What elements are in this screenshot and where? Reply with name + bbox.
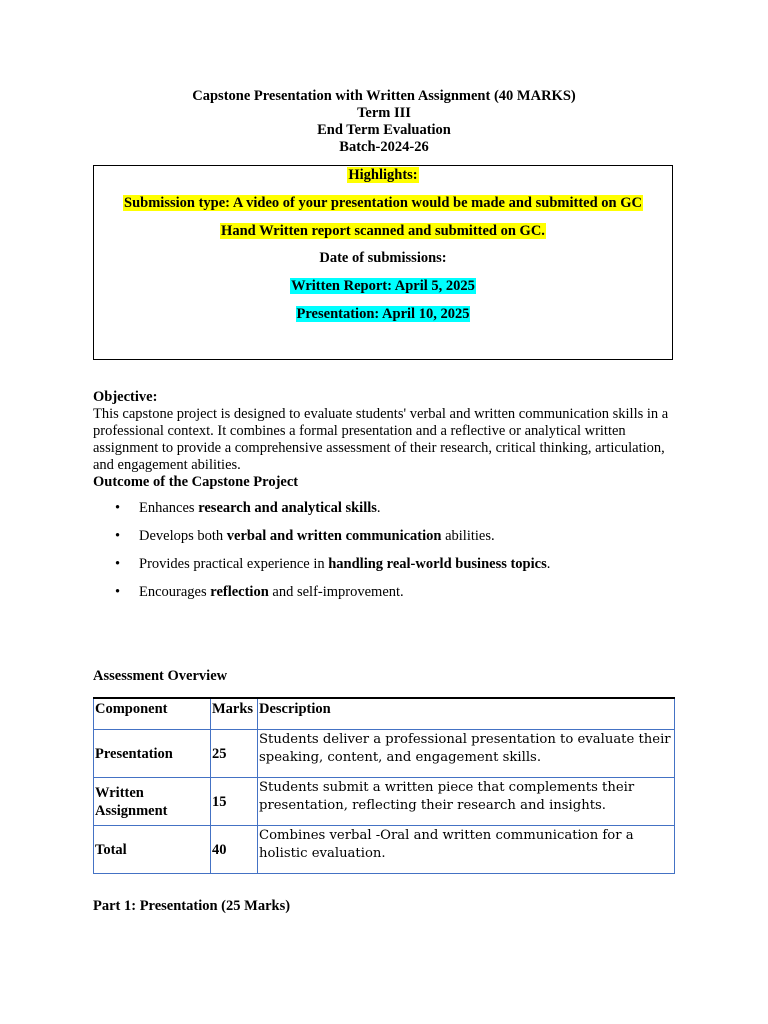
- list-item-text: Provides practical experience in: [139, 556, 329, 572]
- objective-heading: Objective:: [93, 389, 158, 405]
- list-item-text: .: [376, 500, 381, 516]
- component-cell: Written Assignment: [94, 778, 211, 826]
- list-item: [93, 500, 673, 528]
- list-item-text: .: [546, 556, 551, 572]
- component-cell: Total: [94, 826, 211, 874]
- marks-cell: 25: [211, 730, 258, 778]
- list-item: [93, 584, 673, 612]
- handwritten-line: [94, 223, 672, 240]
- batch-label: Batch-2024-26: [339, 139, 429, 155]
- list-item-bold: handling real-world business topics: [328, 556, 547, 572]
- document-title: Capstone Presentation with Written Assignment (40 MARKS): [192, 88, 576, 104]
- written-report-date: Written Report: April 5, 2025: [291, 278, 475, 294]
- list-item-bold: research and analytical skills: [198, 500, 377, 516]
- list-item: [93, 528, 673, 556]
- table-row: [94, 730, 675, 778]
- assessment-heading: Assessment Overview: [93, 668, 228, 684]
- list-item-bold: reflection: [210, 584, 269, 600]
- list-item-text: Encourages: [139, 584, 211, 600]
- bullet-icon: •: [115, 556, 121, 572]
- description-cell: Students deliver a professional presentation to evaluate their speaking, content, and engagement skills.: [258, 730, 675, 778]
- written-report-date-line: [94, 278, 672, 295]
- highlights-title: Highlights:: [348, 167, 418, 183]
- outcome-heading: Outcome of the Capstone Project: [93, 474, 299, 490]
- column-header-description: Description: [258, 698, 675, 730]
- objective-section: [93, 389, 673, 474]
- date-heading-line: [94, 250, 672, 267]
- evaluation-label: End Term Evaluation: [317, 122, 451, 138]
- marks-cell: 15: [211, 778, 258, 826]
- list-item-text: abilities.: [441, 528, 495, 544]
- highlights-box: [93, 165, 673, 360]
- list-item: [93, 556, 673, 584]
- date-heading: Date of submissions:: [319, 250, 447, 266]
- presentation-date-line: [94, 306, 672, 323]
- table-header-row: [94, 698, 675, 730]
- highlights-title-line: [94, 167, 672, 184]
- table-row: [94, 778, 675, 826]
- presentation-date: Presentation: April 10, 2025: [296, 306, 470, 322]
- outcome-list: [93, 500, 673, 612]
- table-row: [94, 826, 675, 874]
- objective-body: This capstone project is designed to evaluate students' verbal and written communication skills in a professional context. It combines a formal presentation and a reflective or analytical written assignment to provide a comprehensive assessment of their research, critical thinking, articulation, and engagement abilities.: [93, 406, 669, 473]
- handwritten-text: Hand Written report scanned and submitted on GC.: [221, 223, 545, 239]
- component-cell: Presentation: [94, 730, 211, 778]
- description-cell: Combines verbal -Oral and written communication for a holistic evaluation.: [258, 826, 675, 874]
- submission-type-line: [94, 195, 672, 212]
- bullet-icon: •: [115, 584, 121, 600]
- document-title-block: [0, 88, 768, 156]
- marks-cell: 40: [211, 826, 258, 874]
- column-header-marks: Marks: [211, 698, 258, 730]
- submission-type-text: Submission type: A video of your presentation would be made and submitted on GC: [124, 195, 642, 211]
- bullet-icon: •: [115, 528, 121, 544]
- part1-heading: Part 1: Presentation (25 Marks): [93, 898, 291, 914]
- list-item-text: and self-improvement.: [268, 584, 404, 600]
- column-header-component: Component: [94, 698, 211, 730]
- description-cell: Students submit a written piece that complements their presentation, reflecting their research and insights.: [258, 778, 675, 826]
- term-label: Term III: [357, 105, 411, 121]
- list-item-text: Enhances: [139, 500, 199, 516]
- bullet-icon: •: [115, 500, 121, 516]
- list-item-text: Develops both: [139, 528, 227, 544]
- assessment-table: [93, 697, 675, 874]
- list-item-bold: verbal and written communication: [226, 528, 442, 544]
